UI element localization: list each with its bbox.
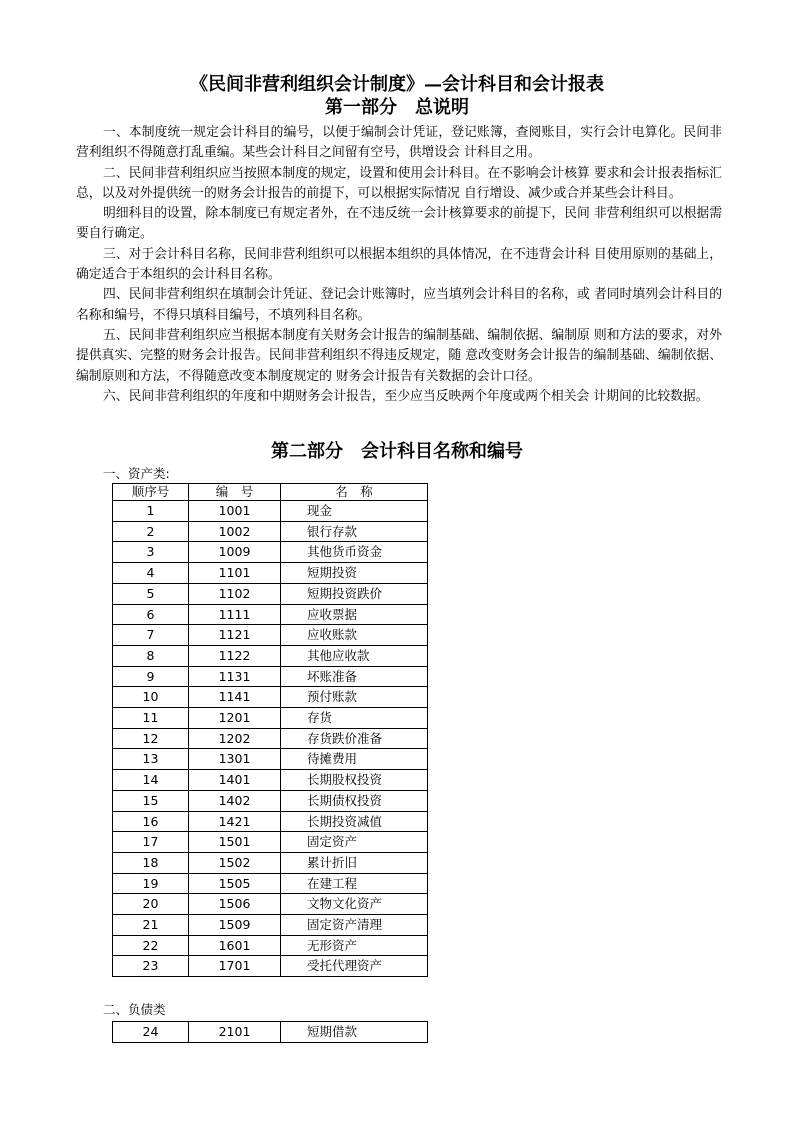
cell-seq: 3 [113,542,189,563]
part1-title: 第一部分 总说明 [325,97,469,118]
table-row [113,935,428,956]
cell-name: 受托代理资产 [281,956,428,977]
cell-seq: 14 [113,770,189,791]
cell-name: 短期投资跌价 [281,583,428,604]
paragraph: 五、民间非营利组织应当根据本制度有关财务会计报告的编制基础、编制依据、编制原 则和方法的要求，对外提供真实、完整的财务会计报告。民间非营利组织不得违反规定，随 意改变财务会计报告的编制基础、编制依据、编制原则和方法，不得随意改变本制度规定的 财务会计报告有关数据的会计口径。 [76,327,722,384]
cell-seq: 20 [113,894,189,915]
cell-seq: 4 [113,563,189,584]
cell-code: 1121 [189,625,281,646]
cell-seq: 5 [113,583,189,604]
cell-seq: 1 [113,501,189,522]
table-row [113,956,428,977]
cell-code: 1506 [189,894,281,915]
table-row [113,501,428,522]
table-row [113,666,428,687]
table-row [113,894,428,915]
liabilities-table [112,1021,428,1043]
header-seq: 顺序号 [113,484,189,501]
cell-name: 预付账款 [281,687,428,708]
paragraph: 二、民间非营利组织应当按照本制度的规定，设置和使用会计科目。在不影响会计核算 要求和会计报表指标汇总，以及对外提供统一的财务会计报告的前提下，可以根据实际情况 自行增设、减少或合并某些会计科目。 [76,165,722,201]
cell-name: 坏账准备 [281,666,428,687]
cell-seq: 10 [113,687,189,708]
document-title: 《民间非营利组织会计制度》—会计科目和会计报表 [190,74,604,95]
cell-name: 银行存款 [281,521,428,542]
cell-name: 应收票据 [281,604,428,625]
cell-name: 存货 [281,708,428,729]
cell-seq: 6 [113,604,189,625]
cell-code: 1601 [189,935,281,956]
cell-code: 1002 [189,521,281,542]
cell-code: 1102 [189,583,281,604]
cell-seq: 18 [113,852,189,873]
cell-code: 1001 [189,501,281,522]
part2-title: 第二部分 会计科目名称和编号 [271,441,523,462]
cell-name: 长期投资减值 [281,811,428,832]
header-code: 编 号 [189,484,281,501]
cell-code: 1202 [189,728,281,749]
cell-seq: 17 [113,832,189,853]
cell-code: 1201 [189,708,281,729]
cell-name: 其他货币资金 [281,542,428,563]
cell-seq: 8 [113,645,189,666]
table-row [113,832,428,853]
assets-table [112,483,428,977]
table-row [113,542,428,563]
cell-seq: 11 [113,708,189,729]
cell-code: 1502 [189,852,281,873]
cell-name: 现金 [281,501,428,522]
table-row [113,687,428,708]
cell-seq: 16 [113,811,189,832]
cell-name: 无形资产 [281,935,428,956]
cell-code: 1122 [189,645,281,666]
cell-seq: 23 [113,956,189,977]
cell-seq: 9 [113,666,189,687]
table-row [113,645,428,666]
table-row [113,915,428,936]
cell-seq: 19 [113,873,189,894]
table-row [113,625,428,646]
cell-code: 1421 [189,811,281,832]
cell-name: 其他应收款 [281,645,428,666]
cell-name: 累计折旧 [281,852,428,873]
liabilities-section-label: 二、负债类 [103,1002,166,1017]
table-row [113,563,428,584]
general-explanation [76,123,722,407]
table-row [113,583,428,604]
cell-name: 在建工程 [281,873,428,894]
table-row [113,521,428,542]
cell-code: 2101 [189,1022,281,1043]
cell-code: 1509 [189,915,281,936]
table-row [113,708,428,729]
table-row [113,604,428,625]
cell-seq: 12 [113,728,189,749]
cell-name: 短期借款 [281,1022,428,1043]
cell-name: 文物文化资产 [281,894,428,915]
cell-seq: 21 [113,915,189,936]
table-row [113,852,428,873]
cell-seq: 13 [113,749,189,770]
paragraph: 六、民间非营利组织的年度和中期财务会计报告，至少应当反映两个年度或两个相关会 计期间的比较数据。 [103,388,709,404]
header-name: 名 称 [281,484,428,501]
table-row [113,749,428,770]
table-row [113,728,428,749]
cell-seq: 24 [113,1022,189,1043]
table-row [113,811,428,832]
cell-code: 1141 [189,687,281,708]
cell-name: 固定资产清理 [281,915,428,936]
cell-code: 1701 [189,956,281,977]
table-row [113,873,428,894]
cell-code: 1111 [189,604,281,625]
cell-name: 短期投资 [281,563,428,584]
cell-seq: 22 [113,935,189,956]
cell-name: 长期股权投资 [281,770,428,791]
cell-code: 1009 [189,542,281,563]
cell-name: 存货跌价准备 [281,728,428,749]
cell-name: 待摊费用 [281,749,428,770]
cell-seq: 15 [113,790,189,811]
cell-seq: 7 [113,625,189,646]
paragraph: 一、本制度统一规定会计科目的编号，以便于编制会计凭证，登记账簿，查阅账目，实行会计电算化。民间非营利组织不得随意打乱重编。某些会计科目之间留有空号，供增设会 计科目之用。 [76,125,722,161]
cell-code: 1131 [189,666,281,687]
cell-code: 1402 [189,790,281,811]
cell-code: 1301 [189,749,281,770]
paragraph: 明细科目的设置，除本制度已有规定者外，在不违反统一会计核算要求的前提下，民间 非营利组织可以根据需要自行确定。 [76,206,722,242]
cell-code: 1101 [189,563,281,584]
cell-code: 1501 [189,832,281,853]
table-row [113,770,428,791]
cell-code: 1505 [189,873,281,894]
cell-name: 长期债权投资 [281,790,428,811]
cell-name: 固定资产 [281,832,428,853]
paragraph: 四、民间非营利组织在填制会计凭证、登记会计账簿时，应当填列会计科目的名称，或 者同时填列会计科目的名称和编号，不得只填科目编号，不填列科目名称。 [76,287,722,323]
table-row [113,1022,428,1043]
cell-code: 1401 [189,770,281,791]
paragraph: 三、对于会计科目名称，民间非营利组织可以根据本组织的具体情况，在不违背会计科 目使用原则的基础上，确定适合于本组织的会计科目名称。 [76,246,722,283]
assets-section-label: 一、资产类: [103,466,170,481]
cell-seq: 2 [113,521,189,542]
cell-name: 应收账款 [281,625,428,646]
table-row [113,790,428,811]
table-header-row [113,484,428,501]
